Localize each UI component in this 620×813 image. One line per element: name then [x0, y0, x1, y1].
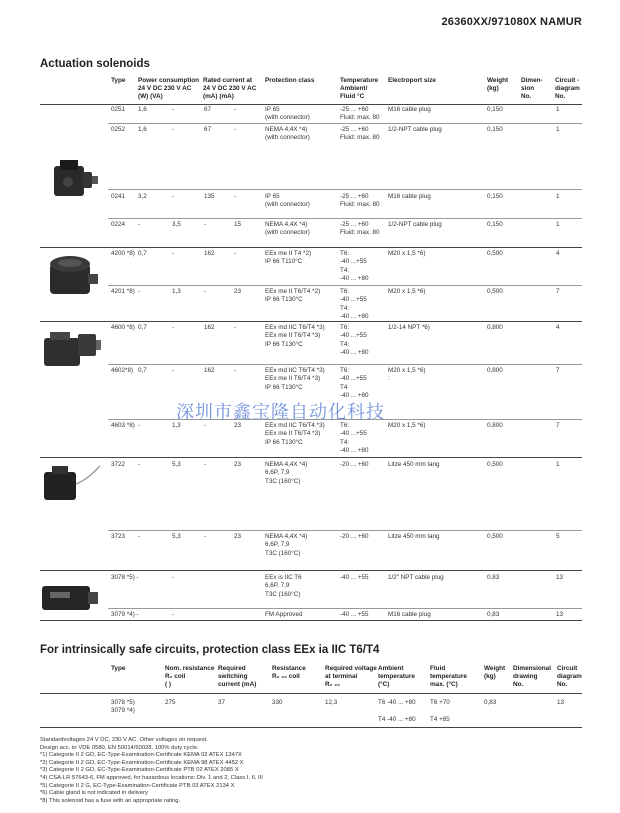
- cell-port: 1/2" NPT cable plug: [388, 574, 444, 581]
- cell-prot: NEMA 4,4X *4) 6,6P, 7,9 T3C (160°C): [265, 461, 308, 485]
- cell-prot: IP 65 (with connector): [265, 193, 310, 209]
- cell-temp: T6: -40 ...+55 T4: -40 ... +80: [340, 422, 369, 455]
- cell-p230: 1,3: [172, 288, 181, 295]
- cell-circ: 1: [556, 461, 560, 468]
- footnote: *1) Categorie II 2 GD, EC-Type-Examination-Certificate KEMA 02 ATEX 1347X: [40, 752, 242, 759]
- cell-temp: -25 ... +60 Fluid: max. 80: [340, 106, 380, 122]
- cell-prot: NEMA 4,4X *4) 6,6P, 7,9 T3C (160°C): [265, 533, 308, 557]
- solenoid-md-photo: [40, 328, 102, 374]
- cell-type: 4602*8): [111, 367, 134, 374]
- col-header-type: Type: [111, 77, 126, 84]
- document-code: 26360XX/971080X NAMUR: [441, 16, 582, 28]
- cell-type: 4201 *8): [111, 288, 135, 295]
- cell-type: 0224: [111, 221, 126, 228]
- row-divider: [108, 218, 582, 219]
- cell-p230: 3,5: [172, 221, 181, 228]
- cell-p230: 5,3: [172, 461, 181, 468]
- cell-port: 1/2-NPT cable plug: [388, 221, 442, 228]
- cell-p24: 1,6: [138, 106, 147, 113]
- cell-p24: 0,7: [138, 324, 147, 331]
- solenoid-ex-photo: [44, 252, 100, 300]
- t2-reqsw: 37: [218, 699, 226, 706]
- t2-type: 3078 *5) 3079 *4): [111, 699, 135, 715]
- cell-i24: 67: [204, 106, 212, 113]
- footnotes: [40, 737, 263, 805]
- cell-i24: 135: [204, 193, 215, 200]
- col2-header-switching-current: Required switching current (mA): [218, 665, 257, 688]
- solenoid-connector-photo: [48, 158, 100, 200]
- cell-prot: NEMA 4,4X *4) (with connector): [265, 126, 310, 142]
- col-header-current: Rated current at 24 V DC 230 V AC (mA) (mA): [203, 77, 257, 100]
- cell-weight: 0,800: [487, 324, 503, 331]
- cell-weight: 0,500: [487, 288, 503, 295]
- row-divider: [108, 189, 582, 190]
- cell-port: 1/2-14 NPT *6): [388, 324, 430, 331]
- cell-port: Litze 450 mm lang: [388, 533, 440, 540]
- cell-type: 4603 *8): [111, 422, 135, 429]
- row-divider: [108, 364, 582, 365]
- cell-type: 3722: [111, 461, 126, 468]
- cell-p230: -: [172, 106, 175, 113]
- col-header-protection: Protection class: [265, 77, 315, 84]
- group-divider: [40, 247, 582, 248]
- cell-circ: 7: [556, 422, 560, 429]
- cell-prot: EEx md IIC T6/T4 *3) EEx me II T6/T4 *3) IP 66 T130°C: [265, 324, 325, 348]
- cell-i230: 23: [234, 422, 242, 429]
- cell-p230: 5,3: [172, 533, 181, 540]
- col2-header-weight: Weight (kg): [484, 665, 506, 680]
- col-header-power: Power consumption 24 V DC 230 V AC (W) (VA): [138, 77, 200, 100]
- col2-header-fluid: Fluid temperature max. (°C): [430, 665, 467, 688]
- cell-i230: 23: [234, 461, 242, 468]
- footnote: Design acc. to VDE 0580, EN 50014/50028. 100% duty cycle.: [40, 744, 199, 751]
- cell-p24: 3,2: [138, 193, 147, 200]
- row-divider: [108, 285, 582, 286]
- cell-temp: T6: -40 ...+55 T4: -40 ... +80: [340, 250, 369, 283]
- t2-nomres: 275: [165, 699, 176, 706]
- col2-header-voltage: Required voltage at terminal R₀ ₂₀: [325, 665, 377, 688]
- footnote: *8) This solenoid has a fuse with an appropriate rating.: [40, 797, 181, 804]
- col2-header-circuit: Circuit diagram No.: [557, 665, 582, 688]
- cell-circ: 1: [556, 221, 560, 228]
- group-divider: [40, 321, 582, 322]
- cell-p230: -: [172, 574, 175, 581]
- cell-p24: 0,7: [138, 367, 147, 374]
- cell-circ: 1: [556, 106, 560, 113]
- t2-amb: T6 -40 ... +80 T4 -40 ... +80: [378, 699, 416, 723]
- cell-circ: 7: [556, 367, 560, 374]
- solenoid-coil-cable-photo: [40, 462, 102, 506]
- section-title-intrinsic: For intrinsically safe circuits, protection class EEx ia IIC T6/T4: [40, 644, 380, 656]
- cell-type: 3723: [111, 533, 126, 540]
- cell-i230: 23: [234, 288, 242, 295]
- cell-prot: IP 65 (with connector): [265, 106, 310, 122]
- cell-type: 3079 *4) -: [111, 611, 139, 618]
- cell-circ: 4: [556, 324, 560, 331]
- cell-weight: 0,83: [487, 574, 500, 581]
- cell-p230: -: [172, 126, 175, 133]
- cell-type: 0251: [111, 106, 126, 113]
- cell-temp: -40 ... +55: [340, 611, 369, 618]
- cell-p230: -: [172, 324, 175, 331]
- col-header-temperature: Temperature Ambient/ Fluid °C: [340, 77, 379, 100]
- cell-p24: -: [138, 422, 141, 429]
- row-divider: [108, 123, 582, 124]
- cell-temp: -25 ... +60 Fluid: max. 80: [340, 221, 380, 237]
- cell-port: M20 x 1,5 *6): [388, 422, 426, 429]
- t2-weight: 0,83: [484, 699, 497, 706]
- cell-temp: -20 ... +60: [340, 533, 369, 540]
- cell-temp: -40 ... +55: [340, 574, 369, 581]
- footnote: *3) Categorie II 2 GD, EC-Type-Examination-Certificate PTB 02 ATEX 2085 X: [40, 767, 239, 774]
- cell-i230: -: [234, 126, 237, 133]
- table-end-line: [40, 620, 582, 621]
- cell-p24: -: [138, 533, 141, 540]
- cell-weight: 0,150: [487, 106, 503, 113]
- col2-header-dimension: Dimensional drawing No.: [513, 665, 551, 688]
- cell-p230: 1,3: [172, 422, 181, 429]
- footnote: *6) Cable gland is not indicated in delivery: [40, 790, 148, 797]
- cell-prot: EEx me II T6/T4 *2) IP 66 T130°C: [265, 288, 321, 304]
- cell-port: M16 cable plug: [388, 611, 431, 618]
- cell-i24: 162: [204, 367, 215, 374]
- cell-port: M16 cable plug: [388, 106, 431, 113]
- t2-reqv: 12,3: [325, 699, 338, 706]
- cell-weight: 0,500: [487, 533, 503, 540]
- cell-prot: EEx me II T4 *2) IP 66 T110°C: [265, 250, 312, 266]
- t2-resist: 330: [272, 699, 283, 706]
- cell-temp: -20 ... +60: [340, 461, 369, 468]
- cell-i24: -: [204, 221, 207, 228]
- cell-p24: -: [138, 461, 141, 468]
- cell-i24: -: [204, 461, 207, 468]
- cell-type: 4200 *8): [111, 250, 135, 257]
- col-header-circuit: Circuit - diagram No.: [555, 77, 580, 100]
- cell-p230: -: [172, 611, 175, 618]
- cell-i230: 23: [234, 533, 242, 540]
- group-divider: [40, 457, 582, 458]
- cell-prot: EEx md IIC T6/T4 *3) EEx me II T6/T4 *3) IP 66 T130°C: [265, 367, 325, 391]
- cell-i24: -: [204, 422, 207, 429]
- footnote: Standardvoltages 24 V DC, 230 V AC. Other voltages on request.: [40, 737, 208, 743]
- col-header-weight: Weight (kg): [487, 77, 509, 92]
- cell-weight: 0,500: [487, 461, 503, 468]
- cell-p230: -: [172, 367, 175, 374]
- cell-temp: T6: -40 ...+55 T4: -40 ... +80: [340, 288, 369, 321]
- cell-prot: FM Approved: [265, 611, 303, 618]
- cell-type: 0252: [111, 126, 126, 133]
- col2-header-resistance: Resistance R₀ ₂₀ coil: [272, 665, 306, 680]
- col2-header-nom-resistance: Nom. resistance R₀ coil ( ): [165, 665, 215, 688]
- cell-circ: 4: [556, 250, 560, 257]
- cell-p24: 0,7: [138, 250, 147, 257]
- col2-header-ambient: Ambient temperature (°C): [378, 665, 415, 688]
- cell-p230: -: [172, 250, 175, 257]
- cell-circ: 13: [556, 611, 564, 618]
- table-divider: [40, 104, 582, 105]
- cell-temp: -25 ... +60 Fluid: max. 80: [340, 126, 380, 142]
- cell-temp: T6: -40 ...+55 T4: -40 ... +80: [340, 324, 369, 357]
- cell-i24: -: [204, 533, 207, 540]
- cell-port: M20 x 1,5 *6) :: [388, 367, 426, 383]
- col-header-electroport: Electroport size: [388, 77, 436, 84]
- cell-weight: 0,150: [487, 193, 503, 200]
- cell-circ: 13: [556, 574, 564, 581]
- cell-weight: 0,150: [487, 221, 503, 228]
- cell-weight: 0,500: [487, 250, 503, 257]
- cell-i230: 15: [234, 221, 242, 228]
- cell-i24: 162: [204, 250, 215, 257]
- cell-i230: -: [234, 193, 237, 200]
- cell-i24: -: [204, 288, 207, 295]
- cell-prot: EEx is IIC T6 6,6P, 7,9 T3C (160°C): [265, 574, 302, 598]
- row-divider: [108, 530, 582, 531]
- cell-port: Litze 450 mm lang: [388, 461, 440, 468]
- cell-i24: 67: [204, 126, 212, 133]
- cell-circ: 7: [556, 288, 560, 295]
- footnote: *4) CSA-LR 57643-6, FM approved, for hazardous locations: Div. 1 and 2, Class I, II, III: [40, 774, 263, 781]
- t2-fluid: T6 +70 T4 +85: [430, 699, 450, 723]
- table2-divider: [40, 693, 582, 694]
- cell-circ: 1: [556, 193, 560, 200]
- cell-type: 3078 *5) -: [111, 574, 139, 581]
- cell-i230: -: [234, 106, 237, 113]
- cell-p24: 1,6: [138, 126, 147, 133]
- col-header-dimension: Dimen- sion No.: [521, 77, 543, 100]
- footnote: *5) Categorie II 2 G, EC-Type-Examination-Certificate PTB 03 ATEX 2134 X: [40, 782, 235, 789]
- cell-weight: 0,800: [487, 422, 503, 429]
- group-divider: [40, 570, 582, 571]
- cell-p24: -: [138, 288, 141, 295]
- cell-circ: 5: [556, 533, 560, 540]
- cell-temp: -25 ... +60 Fluid: max. 80: [340, 193, 380, 209]
- row-divider: [108, 608, 582, 609]
- cell-temp: T6: -40 ...+55 T4 -40 ... +80: [340, 367, 369, 400]
- cell-i24: 162: [204, 324, 215, 331]
- cell-port: M16 cable plug: [388, 193, 431, 200]
- cell-p230: -: [172, 193, 175, 200]
- cell-p24: -: [138, 221, 141, 228]
- cell-type: 0241: [111, 193, 126, 200]
- cell-weight: 0,800: [487, 367, 503, 374]
- solenoid-intrinsic-photo: [40, 580, 100, 616]
- cell-prot: NEMA 4,4X *4) (with connector): [265, 221, 310, 237]
- cell-type: 4600 *8): [111, 324, 135, 331]
- cell-i230: -: [234, 324, 237, 331]
- table2-end-line: [40, 727, 582, 728]
- cell-prot: EEx md IIC T6/T4 *3) EEx me II T6/T4 *3) IP 66 T130°C: [265, 422, 325, 446]
- cell-port: M20 x 1,5 *6): [388, 250, 426, 257]
- cell-weight: 0,83: [487, 611, 500, 618]
- cell-port: 1/2-NPT cable plug: [388, 126, 442, 133]
- cell-port: M20 x 1,5 *6): [388, 288, 426, 295]
- cell-circ: 1: [556, 126, 560, 133]
- cell-weight: 0,150: [487, 126, 503, 133]
- watermark-text: 深圳市鑫宝隆自动化科技: [176, 402, 385, 423]
- cell-i230: -: [234, 250, 237, 257]
- col2-header-type: Type: [111, 665, 126, 672]
- section-title-actuation: Actuation solenoids: [40, 58, 150, 70]
- cell-i230: -: [234, 367, 237, 374]
- t2-circuit: 13: [557, 699, 565, 706]
- footnote: *2) Categorie II 2 GD, EC-Type-Examination-Certificate KEMA 98 ATEX 4452 X: [40, 759, 244, 766]
